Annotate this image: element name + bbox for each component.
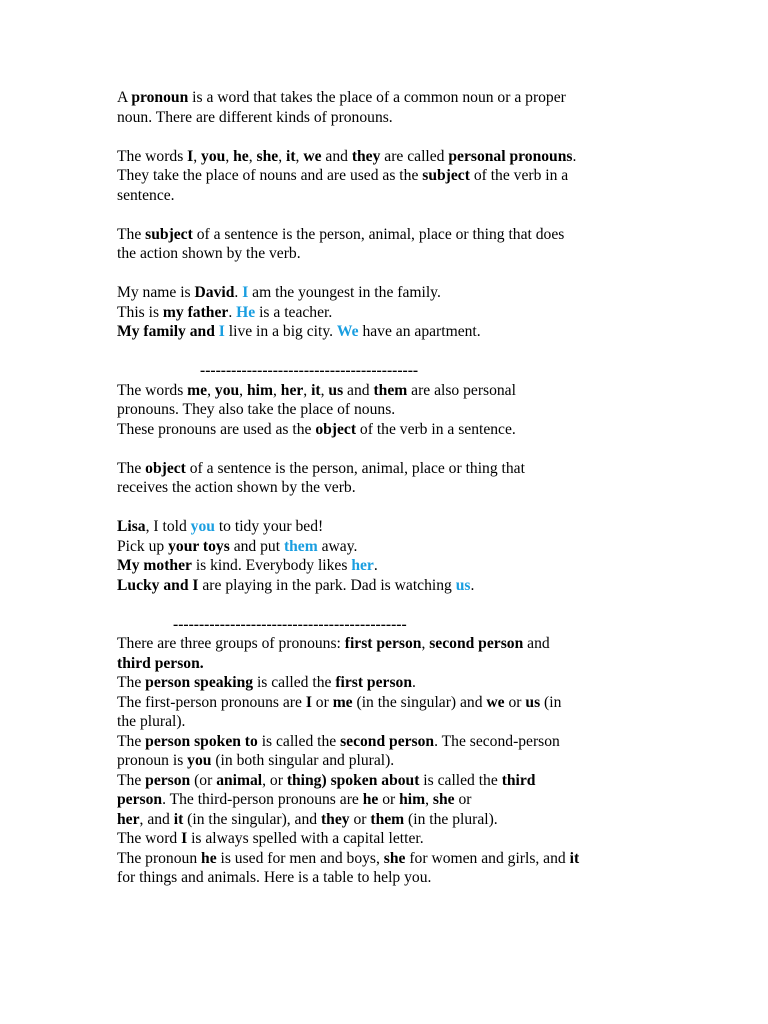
text-segment: , bbox=[207, 381, 215, 399]
text-line bbox=[117, 810, 677, 830]
text-segment: The bbox=[117, 674, 146, 691]
bold-term: pronoun bbox=[131, 89, 189, 106]
text-line bbox=[117, 517, 677, 537]
bold-term: me bbox=[332, 693, 353, 711]
text-segment: My name is bbox=[117, 284, 195, 301]
text-segment: to tidy your bed! bbox=[214, 518, 324, 535]
text-line bbox=[117, 634, 677, 654]
text-segment: The words bbox=[117, 147, 188, 165]
text-segment: is a teacher. bbox=[255, 303, 333, 321]
text-segment: is called the bbox=[419, 771, 502, 789]
text-line bbox=[117, 556, 677, 576]
text-segment: , bbox=[303, 381, 312, 399]
text-line bbox=[117, 108, 677, 128]
text-line bbox=[117, 478, 677, 498]
blank-line bbox=[117, 205, 677, 225]
text-line bbox=[117, 244, 677, 264]
text-segment: of the verb in a sentence. bbox=[356, 420, 516, 438]
text-segment: sentence. bbox=[117, 186, 175, 204]
highlighted-pronoun: them bbox=[283, 537, 318, 555]
text-segment: of a sentence is the person, animal, place or thing that bbox=[185, 459, 525, 477]
bold-term: him bbox=[246, 381, 273, 399]
bold-term: they bbox=[320, 810, 350, 828]
text-segment: the action shown by the verb. bbox=[117, 245, 301, 262]
bold-term: Lucky and I bbox=[117, 576, 199, 594]
text-segment: , bbox=[425, 791, 433, 808]
highlighted-pronoun: us bbox=[455, 576, 471, 594]
text-segment: , bbox=[193, 147, 202, 165]
section-separator: ------------------------------------------ bbox=[200, 362, 419, 379]
text-line bbox=[117, 459, 677, 479]
bold-term: David bbox=[194, 284, 235, 301]
text-segment: and bbox=[321, 147, 352, 165]
text-segment: This is bbox=[117, 303, 163, 321]
text-segment: , bbox=[295, 147, 304, 165]
bold-term: person speaking bbox=[145, 674, 254, 691]
section-separator: --------------------------------------------- bbox=[173, 615, 407, 633]
bold-term: subject bbox=[422, 167, 470, 184]
text-segment: is a word that takes the place of a common noun or a proper bbox=[188, 89, 566, 106]
text-segment: and bbox=[343, 381, 374, 399]
text-line bbox=[117, 790, 677, 810]
text-segment: . bbox=[412, 674, 416, 691]
text-line bbox=[117, 576, 677, 596]
text-line bbox=[117, 771, 677, 791]
text-line bbox=[117, 732, 677, 752]
highlighted-pronoun: We bbox=[336, 323, 359, 340]
bold-term: her bbox=[280, 381, 304, 399]
text-line bbox=[117, 712, 677, 732]
bold-term: it bbox=[569, 849, 580, 867]
highlighted-pronoun: her bbox=[351, 557, 374, 574]
bold-term: I bbox=[187, 147, 194, 165]
text-segment: (in both singular and plural). bbox=[211, 752, 395, 769]
text-segment: , bbox=[239, 381, 247, 399]
bold-term: we bbox=[486, 693, 505, 711]
text-segment: is always spelled with a capital letter. bbox=[187, 830, 424, 847]
bold-term: she bbox=[432, 791, 455, 808]
bold-term: thing) spoken about bbox=[286, 771, 420, 789]
text-segment: . The second-person bbox=[434, 732, 560, 750]
bold-term: third person. bbox=[117, 654, 204, 672]
text-segment: and bbox=[523, 635, 550, 652]
bold-term: he bbox=[201, 849, 217, 867]
text-segment: live in a big city. bbox=[224, 323, 337, 340]
text-segment: . bbox=[572, 147, 577, 165]
text-segment: . The third-person pronouns are bbox=[162, 791, 363, 808]
text-segment: (in the singular), and bbox=[183, 810, 321, 828]
text-line bbox=[117, 381, 677, 401]
text-segment: The bbox=[117, 225, 146, 243]
text-line bbox=[117, 322, 677, 342]
text-line bbox=[117, 849, 677, 869]
bold-term: she bbox=[256, 147, 279, 165]
text-segment: , bbox=[225, 147, 234, 165]
bold-term: subject bbox=[145, 225, 193, 243]
text-line bbox=[117, 420, 677, 440]
blank-line bbox=[117, 127, 677, 147]
text-segment: the plural). bbox=[117, 713, 186, 730]
text-line bbox=[117, 283, 677, 303]
text-line bbox=[117, 400, 677, 420]
bold-term: he bbox=[233, 147, 249, 165]
bold-term: me bbox=[187, 381, 208, 399]
bold-term: person spoken to bbox=[145, 732, 258, 750]
bold-term: you bbox=[214, 381, 240, 399]
text-line bbox=[117, 693, 677, 713]
text-segment: (in bbox=[540, 693, 562, 711]
text-segment: are called bbox=[380, 147, 449, 165]
text-segment: or bbox=[504, 693, 526, 711]
text-segment: There are three groups of pronouns: bbox=[117, 635, 345, 652]
bold-term: us bbox=[328, 381, 344, 399]
text-segment: . bbox=[228, 303, 237, 321]
text-segment: Pick up bbox=[117, 537, 169, 555]
bold-term: my father bbox=[162, 303, 229, 321]
bold-term: object bbox=[145, 459, 186, 477]
text-segment: receives the action shown by the verb. bbox=[117, 479, 356, 496]
blank-line bbox=[117, 595, 677, 615]
text-segment: . bbox=[470, 576, 475, 594]
bold-term: person bbox=[145, 771, 191, 789]
text-segment: have an apartment. bbox=[358, 323, 481, 340]
bold-term: it bbox=[311, 381, 321, 399]
bold-term: you bbox=[201, 147, 226, 165]
bold-term: My family and bbox=[117, 323, 219, 340]
blank-line bbox=[117, 439, 677, 459]
text-segment: or bbox=[349, 810, 371, 828]
text-line bbox=[117, 186, 677, 206]
text-segment: The bbox=[117, 771, 146, 789]
text-segment: , bbox=[248, 147, 257, 165]
text-segment: , bbox=[421, 635, 430, 652]
bold-term: second person bbox=[429, 635, 524, 652]
bold-term: your toys bbox=[168, 537, 230, 555]
text-segment: noun. There are different kinds of pronouns. bbox=[117, 108, 393, 126]
text-segment: The bbox=[117, 459, 146, 477]
text-segment: or bbox=[311, 693, 333, 711]
text-segment: The words bbox=[117, 381, 188, 399]
text-segment: of a sentence is the person, animal, place or thing that does bbox=[192, 225, 565, 243]
text-segment: away. bbox=[317, 537, 358, 555]
text-line bbox=[117, 166, 677, 186]
text-line bbox=[117, 829, 677, 849]
bold-term: she bbox=[383, 849, 406, 867]
bold-term: it bbox=[285, 147, 296, 165]
text-line bbox=[117, 303, 677, 323]
document-page bbox=[117, 88, 677, 888]
text-line bbox=[117, 673, 677, 693]
bold-term: My mother bbox=[117, 557, 192, 574]
bold-term: they bbox=[351, 147, 381, 165]
text-segment: , bbox=[320, 381, 329, 399]
text-segment: , or bbox=[262, 771, 287, 789]
text-line bbox=[117, 654, 677, 674]
text-segment: and put bbox=[229, 537, 284, 555]
text-segment: of the verb in a bbox=[469, 167, 569, 184]
bold-term: it bbox=[173, 810, 184, 828]
text-segment: (in the plural). bbox=[404, 810, 498, 828]
bold-term: second person bbox=[340, 732, 435, 750]
text-segment: or bbox=[454, 791, 472, 808]
highlighted-pronoun: He bbox=[236, 303, 256, 321]
text-segment: , bbox=[278, 147, 286, 165]
bold-term: you bbox=[187, 752, 212, 769]
text-segment: are playing in the park. Dad is watching bbox=[198, 576, 456, 594]
text-line bbox=[117, 225, 677, 245]
highlighted-pronoun: you bbox=[190, 518, 215, 535]
text-line bbox=[117, 751, 677, 771]
text-segment: pronouns. They also take the place of nouns. bbox=[117, 401, 396, 418]
text-segment: The word bbox=[117, 830, 182, 847]
text-segment: A bbox=[117, 89, 132, 106]
text-segment: (in the singular) and bbox=[352, 693, 487, 711]
bold-term: us bbox=[525, 693, 541, 711]
text-segment: The first-person pronouns are bbox=[117, 693, 306, 711]
text-segment: , I told bbox=[145, 518, 191, 535]
text-segment: is called the bbox=[253, 674, 336, 691]
text-segment: , and bbox=[139, 810, 174, 828]
text-line bbox=[117, 868, 677, 888]
text-segment: for things and animals. Here is a table to help you. bbox=[117, 869, 432, 886]
text-segment: (or bbox=[190, 771, 217, 789]
bold-term: them bbox=[370, 810, 405, 828]
bold-term: her bbox=[117, 810, 140, 828]
text-segment: They take the place of nouns and are used as the bbox=[117, 167, 423, 184]
text-segment: is used for men and boys, bbox=[216, 849, 384, 867]
text-segment: The pronoun bbox=[117, 849, 202, 867]
blank-line bbox=[117, 498, 677, 518]
blank-line bbox=[117, 342, 677, 362]
bold-term: them bbox=[373, 381, 408, 399]
text-segment: . bbox=[234, 284, 243, 301]
bold-term: he bbox=[362, 791, 379, 808]
bold-term: I bbox=[305, 693, 312, 711]
bold-term: I bbox=[181, 830, 188, 847]
bold-term: object bbox=[315, 420, 357, 438]
bold-term: we bbox=[303, 147, 322, 165]
text-segment: . bbox=[373, 557, 378, 574]
text-segment: is kind. Everybody likes bbox=[191, 557, 352, 574]
highlighted-pronoun: I bbox=[218, 323, 225, 340]
text-segment: am the youngest in the family. bbox=[248, 284, 441, 301]
bold-term: person bbox=[117, 791, 163, 808]
bold-term: him bbox=[399, 791, 426, 808]
text-line bbox=[117, 537, 677, 557]
bold-term: Lisa bbox=[117, 518, 146, 535]
text-segment: or bbox=[378, 791, 400, 808]
text-segment: are also personal bbox=[407, 381, 516, 399]
text-line bbox=[117, 147, 677, 167]
highlighted-pronoun: I bbox=[242, 284, 249, 301]
bold-term: first person bbox=[344, 635, 422, 652]
text-segment: is called the bbox=[257, 732, 341, 750]
text-segment: , bbox=[272, 381, 281, 399]
bold-term: animal bbox=[216, 771, 263, 789]
bold-term: third bbox=[501, 771, 536, 789]
text-segment: pronoun is bbox=[117, 752, 188, 769]
text-segment: These pronouns are used as the bbox=[117, 420, 316, 438]
text-line bbox=[117, 88, 677, 108]
text-segment: for women and girls, and bbox=[405, 849, 570, 867]
bold-term: first person bbox=[335, 674, 412, 691]
bold-term: personal pronouns bbox=[448, 147, 573, 165]
blank-line bbox=[117, 264, 677, 284]
text-segment: The bbox=[117, 732, 146, 750]
